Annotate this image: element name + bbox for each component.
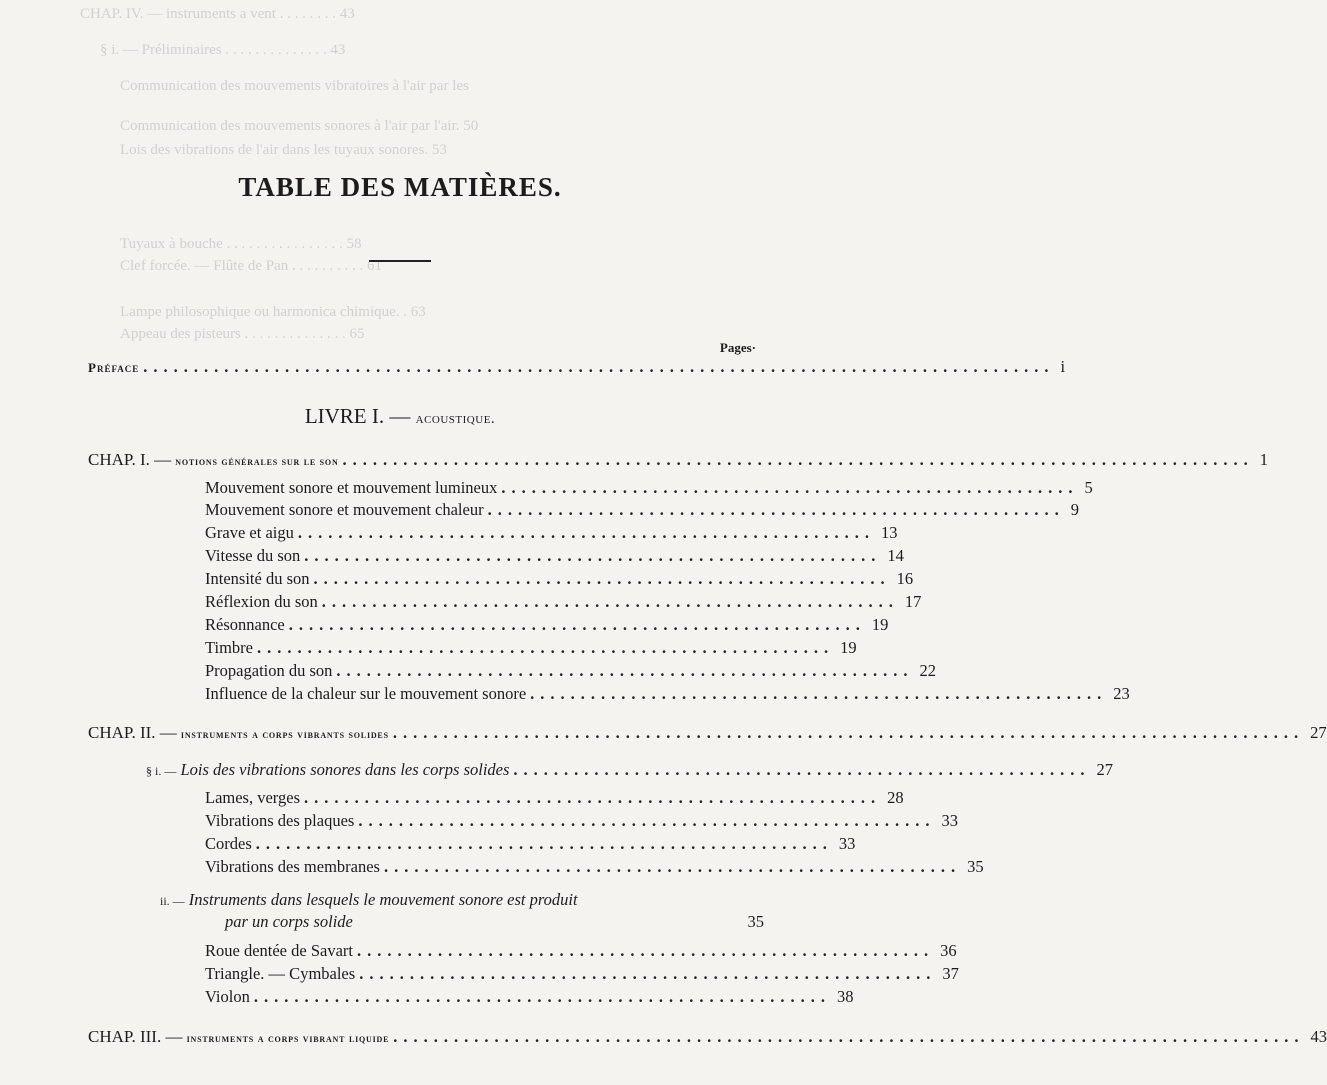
leader-dots: ......................................................... [297, 523, 875, 542]
toc-entry[interactable] [205, 546, 904, 568]
section-title-line2: par un corps solide [225, 912, 353, 931]
entry-label: Grave et aigu [205, 523, 294, 542]
leader-dots: .......................................................................................... [393, 1027, 1305, 1046]
toc-entry[interactable] [205, 638, 857, 660]
entry-label: Triangle. — Cymbales [205, 964, 356, 983]
toc-section-1[interactable] [146, 760, 1114, 782]
toc-entry[interactable] [205, 834, 856, 856]
entry-page: 19 [871, 615, 889, 634]
leader-dots: ......................................................... [288, 615, 866, 634]
entry-label: Intensité du son [205, 569, 310, 588]
toc-entry[interactable] [205, 592, 922, 614]
leader-dots: ......................................................... [356, 941, 935, 960]
book-heading-sub: acoustique. [415, 411, 496, 427]
toc-entry[interactable] [205, 500, 1079, 522]
entry-label [88, 1027, 389, 1047]
leader-dots: ......................................................... [358, 811, 936, 830]
entry-label: Réflexion du son [205, 592, 318, 611]
book-heading [0, 404, 800, 429]
leader-dots: ......................................................... [383, 857, 962, 876]
entry-page: 27 [1310, 723, 1327, 742]
leader-dots: ......................................................... [336, 661, 914, 680]
toc-chapter-3[interactable] [88, 1027, 1327, 1049]
chapter-number: CHAP. II. — [88, 723, 177, 742]
entry-label: Lames, verges [205, 788, 300, 807]
entry-page: 14 [887, 546, 904, 565]
section-mark: ii. — [160, 894, 185, 908]
leader-dots: ......................................................... [253, 987, 831, 1006]
bleed-through-text: CHAP. IV. — instruments a vent . . . . . . . . 43 § i. — Préliminaires . . . . . . . . . . . . . . 43 Communication des mouvements vibratoires à l'air par les Communication des mouvements sonores à l'air par l'air. 50 Lois des vibrations de l'air dans les tuyaux sonores. 53 Tuyaux à bouche . . . . . . . . . . . . . . . . 58 Clef forcée. — Flûte de Pan . . . . . . . . . . 61 Lampe philosophique ou harmonica chimique. . 63 Appeau des pisteurs . . . . . . . . . . . . . . 65 [80, 6, 479, 342]
leader-dots: ......................................................... [513, 760, 1091, 779]
entry-label: Influence de la chaleur sur le mouvement sonore [205, 684, 527, 703]
toc-entry[interactable] [205, 569, 914, 591]
toc-entry[interactable] [205, 684, 1130, 706]
entry-label: Roue dentée de Savart [205, 941, 353, 960]
toc-entry[interactable] [205, 941, 957, 963]
entry-page: i [1060, 357, 1066, 376]
entry-page: 19 [840, 638, 857, 657]
chapter-number: CHAP. I. — [88, 450, 172, 469]
entry-page: 38 [836, 987, 854, 1006]
toc-entry[interactable] [205, 615, 889, 637]
section-title: Lois des vibrations sonores dans les corps solides [180, 760, 510, 779]
book-heading-main: LIVRE I. — [304, 404, 411, 428]
chapter-title: instruments a corps vibrant liquide [186, 1033, 390, 1045]
entry-label: Violon [205, 987, 250, 1006]
toc-chapter-2[interactable] [88, 723, 1327, 745]
toc-entry-preface[interactable] [88, 357, 1066, 379]
entry-page: 28 [887, 788, 904, 807]
entry-page: 43 [1310, 1027, 1327, 1046]
toc-entry[interactable] [205, 523, 898, 545]
leader-dots: .......................................................................................... [143, 357, 1055, 376]
entry-label: Timbre [205, 638, 253, 657]
entry-label: Propagation du son [205, 661, 333, 680]
entry-page: 35 [967, 857, 984, 876]
entry-page: 27 [1096, 760, 1114, 779]
section-mark: § i. — [146, 764, 177, 778]
entry-page: 35 [747, 912, 764, 931]
entry-label [88, 450, 339, 470]
leader-dots: ......................................................... [487, 500, 1065, 519]
entry-page: 37 [942, 964, 959, 983]
leader-dots: ......................................................... [501, 478, 1079, 497]
entry-page: 23 [1113, 684, 1130, 703]
leader-dots: ......................................................... [255, 834, 833, 853]
title-rule [369, 260, 431, 262]
toc-section-2[interactable] [160, 890, 764, 932]
chapter-number: CHAP. III. — [88, 1027, 183, 1046]
entry-page: 17 [904, 592, 922, 611]
entry-label [146, 760, 509, 780]
leader-dots: ......................................................... [257, 638, 835, 657]
entry-label: Vibrations des membranes [205, 857, 380, 876]
entry-label: Résonnance [205, 615, 285, 634]
entry-page: 36 [940, 941, 957, 960]
entry-label: Vibrations des plaques [205, 811, 355, 830]
entry-label [88, 723, 389, 743]
toc-entry[interactable] [205, 478, 1093, 500]
entry-page: 13 [881, 523, 898, 542]
toc-entry[interactable] [205, 987, 854, 1009]
toc-entry[interactable] [205, 788, 904, 810]
entry-page: 22 [919, 661, 937, 680]
entry-label: Mouvement sonore et mouvement chaleur [205, 500, 484, 519]
entry-page: 33 [838, 834, 856, 853]
entry-label: Vitesse du son [205, 546, 301, 565]
chapter-title: notions générales sur le son [175, 456, 339, 468]
leader-dots: ......................................................... [313, 569, 891, 588]
entry-page: 5 [1084, 478, 1093, 497]
toc-entry[interactable] [205, 964, 959, 986]
leader-dots: .......................................................................................... [392, 723, 1305, 742]
toc-chapter-1[interactable] [88, 450, 1269, 472]
entry-label: Mouvement sonore et mouvement lumineux [205, 478, 498, 497]
section-title-line1: Instruments dans lesquels le mouvement sonore est produit [188, 890, 578, 909]
page-title: TABLE DES MATIÈRES. [238, 172, 562, 202]
leader-dots: ......................................................... [321, 592, 899, 611]
leader-dots: ......................................................... [304, 546, 882, 565]
entry-page: 1 [1259, 450, 1269, 469]
leader-dots: .......................................................................................... [342, 450, 1254, 469]
entry-page: 9 [1070, 500, 1079, 519]
leader-dots: ......................................................... [359, 964, 937, 983]
toc-entry[interactable] [205, 661, 937, 683]
entry-label: Préface [88, 360, 140, 375]
entry-page: 33 [941, 811, 958, 830]
chapter-title: instruments a corps vibrants solides [180, 729, 389, 741]
leader-dots: ......................................................... [304, 788, 882, 807]
pages-column-header: Pages· [719, 340, 756, 355]
toc-entry[interactable] [205, 811, 958, 833]
toc-entry[interactable] [205, 857, 984, 879]
entry-label: Cordes [205, 834, 252, 853]
leader-dots: ......................................................... [530, 684, 1108, 703]
entry-page: 16 [896, 569, 914, 588]
